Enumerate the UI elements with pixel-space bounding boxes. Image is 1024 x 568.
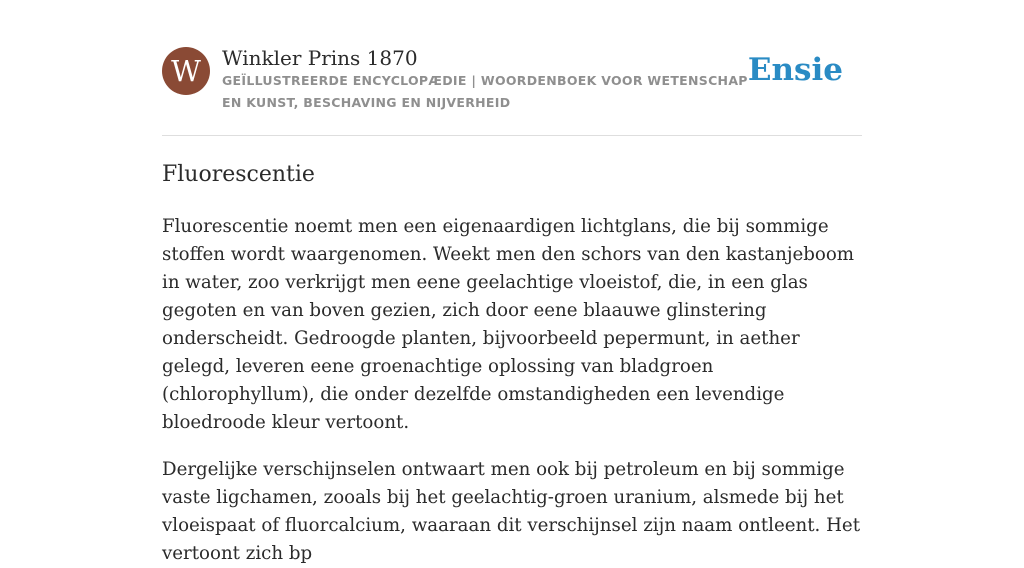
page-container bbox=[162, 46, 862, 568]
article-paragraph: Fluorescentie noemt men een eigenaardigen lichtglans, die bij sommige stoffen wordt waargenomen. Weekt men den schors van den kastanjeboom in water, zoo verkrijgt men eene geelachtige vloeistof, die, in een glas gegoten en van boven gezien, zich door eene blaauwe glinstering onderscheidt. Gedroogde planten, bijvoorbeeld pepermunt, in aether gelegd, leveren eene groenachtige oplossing van bladgroen (chlorophyllum), die onder dezelfde omstandigheden een levendige bloedroode kleur vertoont. bbox=[162, 216, 855, 433]
article-paragraph: Dergelijke verschijnselen ontwaart men ook bij petroleum en bij sommige vaste ligchamen, zooals bij het geelachtig-groen uranium, alsmede bij het vloeispaat of fluorcalcium, waaraan dit verschijnsel zijn naam ontleent. Het vertoont zich bp bbox=[162, 459, 860, 564]
source-title[interactable]: Winkler Prins 1870 bbox=[222, 46, 418, 70]
ensie-logo-link[interactable]: Ensie bbox=[747, 52, 843, 88]
source-header bbox=[162, 46, 862, 136]
article-title: Fluorescentie bbox=[162, 162, 315, 187]
source-subtitle: GEÏLLUSTREERDE ENCYCLOPÆDIE | WOORDENBOEK VOOR WETENSCHAP EN KUNST, BESCHAVING EN NIJVERHEID bbox=[222, 73, 748, 110]
source-info bbox=[222, 46, 762, 114]
avatar[interactable]: W bbox=[162, 47, 210, 95]
